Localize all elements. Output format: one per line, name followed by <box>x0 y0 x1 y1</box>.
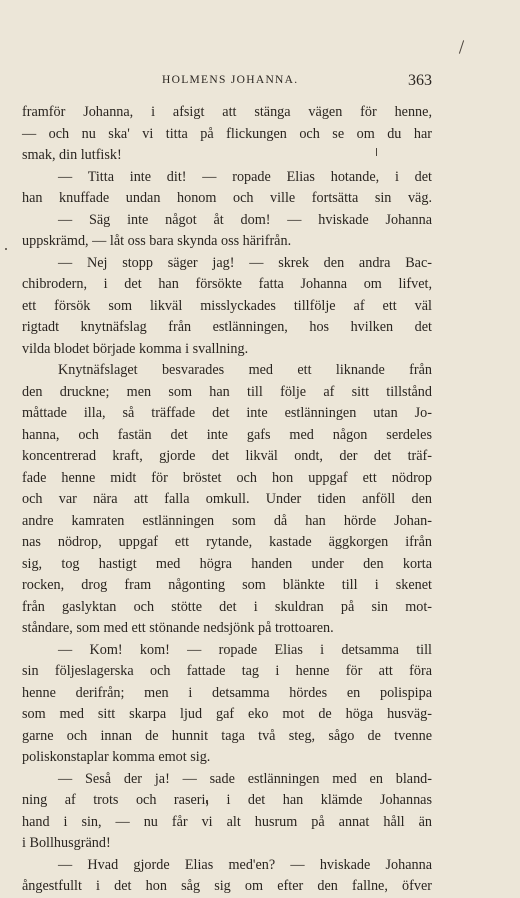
running-header <box>22 74 432 94</box>
text-line: vilda blodet började komma i svallning. <box>22 340 249 357</box>
text-line: han knuffade undan honom och ville fortsätta sin väg. <box>22 190 432 206</box>
text-line: fade henne midt för bröstet och hon uppgaf ett nödrop <box>22 469 432 486</box>
text-line: — Kom! kom! — ropade Elias i detsamma till <box>58 641 432 658</box>
text-line: rigtadt knytnäfslag från estlänningen, hos hvilken det <box>22 319 432 335</box>
text-line: — och nu ska' vi titta på flickungen och se om du har <box>22 125 432 142</box>
body-text <box>22 102 432 898</box>
text-line: den druckne; men som han till följe af sitt tillstånd <box>22 383 432 400</box>
text-line: — Titta inte dit! — ropade Elias hotande, i det <box>58 168 432 185</box>
running-title: HOLMENS JOHANNA. <box>162 74 299 86</box>
text-line: — Seså der ja! — sade estlänningen med en bland- <box>58 770 432 787</box>
text-line: koncentrerad kraft, gjorde det likväl ondt, der det träf- <box>22 448 432 464</box>
text-line: ståndare, som med ett stönande nedsjönk på trottoaren. <box>22 620 334 636</box>
text-line: Knytnäfslaget besvarades med ett liknande från <box>58 362 432 378</box>
text-line: framför Johanna, i afsigt att stänga vägen för henne, <box>22 104 432 120</box>
text-line: andre kamraten estlänningen som då han hörde Johan- <box>22 512 432 529</box>
text-line: ett försök som likväl misslyckades tillfölje af ett väl <box>22 297 432 314</box>
text-line: garne och innan de hunnit taga två steg, sågo de tvenne <box>22 727 432 744</box>
text-line: — Säg inte något åt dom! — hviskade Johanna <box>58 211 432 228</box>
text-line: uppskrämd, — låt oss bara skynda oss härifrån. <box>22 233 292 249</box>
text-line: henne derifrån; men i detsamma hördes en polispipa <box>22 684 432 701</box>
text-line: smak, din lutfisk! <box>22 147 122 163</box>
page-number: 363 <box>408 72 432 89</box>
text-line: som med sitt skarpa ljud gaf eko mot de höga husväg- <box>22 706 432 722</box>
text-line: sin följeslagerska och fattade tag i henne för att föra <box>22 663 432 679</box>
text-line: — Nej stopp säger jag! — skrek den andra Bac- <box>58 254 432 271</box>
text-line: chibrodern, i det han försökte fatta Johanna om lifvet, <box>22 276 432 292</box>
text-line: sig, tog hastigt med högra handen under den korta <box>22 555 432 572</box>
text-line: rocken, drog fram någonting som blänkte till i skenet <box>22 577 432 593</box>
text-line: i Bollhusgränd! <box>22 835 111 851</box>
text-line: måttade illa, så träffade det inte estlänningen utan Jo- <box>22 405 432 421</box>
text-line: poliskonstaplar komma emot sig. <box>22 749 211 765</box>
pencil-mark <box>459 40 464 54</box>
text-line: hand i sin, — nu får vi alt husrum på annat håll än <box>22 813 432 830</box>
text-line: hanna, och fastän det inte gafs med någon serdeles <box>22 426 432 443</box>
print-speck <box>5 248 7 250</box>
text-line: ning af trots och raseri, i det han klämde Johannas <box>22 792 432 808</box>
text-line: ångestfullt i det hon såg sig om efter den fallne, öfver <box>22 878 432 894</box>
text-line: från gaslyktan och stötte det i skuldran på sin mot- <box>22 598 432 615</box>
text-line: och var nära att falla omkull. Under tiden anföll den <box>22 491 432 507</box>
text-line: — Hvad gjorde Elias med'en? — hviskade Johanna <box>58 856 432 873</box>
text-line: nas nödrop, uppgaf ett rytande, kastade äggkorgen ifrån <box>22 534 432 550</box>
